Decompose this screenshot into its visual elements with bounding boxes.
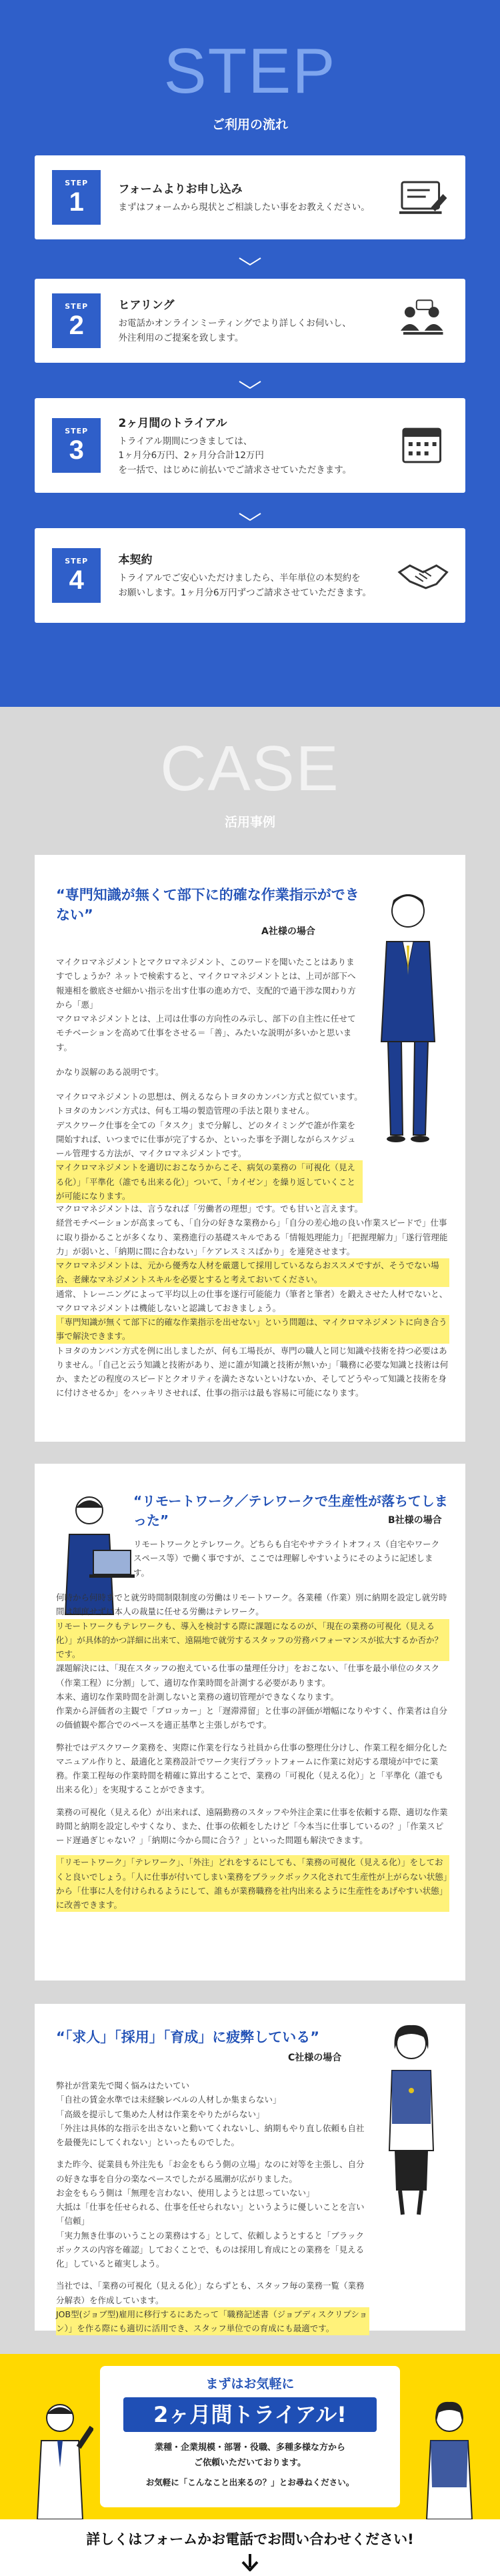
case-subtitle: 活用事例: [224, 815, 275, 830]
case-company: B社様の場合: [388, 1515, 442, 1526]
step-number: 4: [69, 565, 84, 595]
case-paragraph: 通常、トレーニングによって平均以上の仕事を遂行可能能力（筆者と筆者）を鍛えさせた人材でないと、マクロマネジメントは機能しないと認識しておきましょう。: [56, 1288, 448, 1313]
case-paragraph: 作業から評価者の主観で「ブロッカー」と「遅滞滞留」と仕事の評価が増幅になりやすく、作業者は自分の価値観や都合でのペースを適正基準と主張しがちです。: [56, 1706, 448, 1730]
cta-line: ご依頼いただいております。: [194, 2458, 306, 2468]
step-number-badge: [52, 170, 101, 225]
case-paragraph: マクロマネジメントは、言うなれば「労働者の理想」です。でも甘いと言えます。: [56, 1204, 363, 1214]
case-card-a: [35, 855, 465, 1442]
case-paragraph: お金をもらう側は「無理を言わない、使用しようとは思っていない」: [56, 2187, 315, 2198]
case-paragraph: リモートワークとテレワーク。どちらも自宅やサテライトオフィス（自宅やワークスペース等）で働く事ですが、ここでは理解しやすいようにそのように記述します。: [133, 1539, 440, 1578]
handshake-icon: [397, 552, 449, 599]
case-paragraph-highlight: リモートワークもテレワークも、導入を検討する際に課題になるのが、「現在の業務の可視化（見える化）」が具体的かつ詳細に出来て、遠隔地で就労するスタッフの労務パフォーマンスが拡大するか否か？です。: [56, 1619, 449, 1662]
case-paragraph: また昨今、従業員も外注先も「お金をもらう側の立場」なのに対等を主張し、自分の好きな事を自分の楽なペースでしたがる風潮が広がりました。: [56, 2159, 365, 2184]
case-title: CASE: [160, 733, 340, 804]
case-paragraph: マイクロマネジメントの思想は、例えるならトヨタのカンバン方式と似ています。トヨタのカンバン方式は、何も工場の製造管理の手法と限りません。: [56, 1092, 363, 1116]
meeting-icon: [397, 297, 449, 344]
case-paragraph-highlight: 「リモートワーク」「テレワーク」、「外注」どれをするにしても、「業務の可視化（見える化）」をしておくと良いでしょう。「人に仕事が付いてしまい業務をブラックボックス化されて生産性が上がらない状態」から「仕事に人を付けられるようにして、誰もが業務職務を社内出来るように生産性をあげやすい状態」に改善できます。: [56, 1855, 449, 1912]
step-label: STEP: [65, 301, 89, 311]
calendar-icon: [397, 422, 449, 469]
step-title-text: 2ヶ月間のトライアル: [118, 416, 227, 430]
case-paragraph: 大抵は「仕事を任せられる、仕事を任せられない」というように優しいことを言い「信頼」: [56, 2202, 365, 2227]
step-title-text: ヒアリング: [118, 299, 175, 313]
case-paragraph: 課題解決には、「現在スタッフの抱えている仕事の量理任分け」をおこない、「仕事を最小単位のタスク（作業工程）に分割」して、適切な作業時間を計測する必要があります。: [56, 1663, 440, 1688]
case-section: [0, 707, 500, 2354]
step-desc: お電話かオンラインミーティングでより詳しくお伺いし、: [118, 318, 351, 329]
step-desc: お願いします。1ヶ月分6万円ずつご請求させていただきます。: [118, 587, 372, 598]
businesswoman-illustration: [368, 2017, 455, 2217]
case-paragraph: 「自社の賃金水準では未経験レベルの人材しか集まらない」: [56, 2095, 281, 2105]
case-paragraph: トヨタのカンバン方式を例に出しましたが、何も工場長が、専門の職人と同じ知識や技術を持つ必要はありません。「自己と云う知識と技術があり、逆に誰が知識と技術が無いか」「職務に必要な知識と技術は何か、またどの程度のスピードとクオリティを満たさないといけないか、そしてどうやって知識と技術を身に付けさせるか」をハッキリさせれば、仕事の指示は最も容易に可能になります。: [56, 1345, 449, 1398]
case-paragraph: かなり誤解のある説明です。: [56, 1066, 164, 1077]
arrow-down-icon: [240, 2554, 260, 2571]
case-company: C社様の場合: [288, 2053, 342, 2063]
step-title-text: フォームよりお申し込み: [118, 183, 243, 197]
step-card-2: [35, 279, 465, 363]
step-desc: 外注利用のご提案を致します。: [118, 333, 244, 343]
case-paragraph: 弊社ではデスクワーク業務を、実際に作業を行なう社員から仕事の整理仕分けし、作業工程を細分化したマニュアル作りと、最適化と業務設計でワーク実行プラットフォームに作業に対応する環境が中でに業務。作業工程毎の作業時間を精確に算出することで、業務の「可視化（見える化）」と「平準化（誰でも出来る化）」を実現することができます。: [56, 1742, 448, 1795]
case-paragraph-highlight: 「専門知識が無くて部下に的確な作業指示を出せない」という問題は、マイクロマネジメントに向き合う事で解決できます。: [56, 1315, 449, 1344]
step-card-4: [35, 528, 465, 623]
cta-headline: 2ヶ月間トライアル!: [123, 2397, 377, 2432]
case-paragraph-highlight: マイクロマネジメントを適切におこなうからこそ、病気の業務の「可視化（見える化）」「平準化（誰でも出来る化）」ついて、「カイゼン」を繰り返していくことが可能になります。: [56, 1160, 363, 1203]
step-label: STEP: [65, 426, 89, 435]
case-heading: “専門知識が無くて部下に的確な作業指示ができない”: [56, 887, 359, 923]
case-paragraph: 「実力無き仕事のいうことの業務はする」として、依頼しようとすると「ブラックボックスの内容を確認」しておくことで、ものは採用し育成にとの業務を「見える化」していると確実しよう。: [56, 2230, 365, 2269]
step-desc: を一括で、はじめに前払いでご請求させていただきます。: [118, 464, 352, 475]
case-paragraph: 本来、適切な作業時間を計測しないと業務の適切管理ができなくなります。: [56, 1691, 339, 1702]
cta-line: 業種・企業規模・部署・役職、多種多様な方から: [154, 2443, 345, 2453]
chevron-down-icon: [237, 512, 263, 521]
step-section: [0, 0, 500, 707]
step-card-1: [35, 155, 465, 239]
step-label: STEP: [65, 178, 89, 187]
cta-lead: まずはお気軽に: [205, 2377, 295, 2391]
case-paragraph: マイクロマネジメントとマクロマネジメント、このワードを聞いたことはありますでしょうか？ネットで検索すると、マイクロマネジメントとは、上司が部下へ報連相を徹底させ細かい指示を出す仕事の進め方で、支配的で過干渉な関わり方から「悪」: [56, 957, 356, 1010]
businessman-illustration: [361, 882, 455, 1148]
step-card-3: [35, 398, 465, 493]
chevron-down-icon: [237, 380, 263, 389]
case-paragraph: 経営モチベーションが高まっても、「自分の好きな業務から」「自分の差心地の良い作業スピードで」仕事に取り掛かることが多くなり、業務進行の基礎スキルである「情報処理能力」「把握理解力」「遂行管理能力」が弱いと、「納期に間に合わない」「ケアレスミスばかり」を連発させます。: [56, 1218, 448, 1256]
case-paragraph: 弊社が営業先で聞く悩みはたいてい: [56, 2081, 190, 2091]
case-heading: “「求人」「採用」「育成」に疲弊している”: [56, 2029, 320, 2045]
step-desc: まずはフォームから現状とご相談したい事をお教えください。: [118, 202, 370, 213]
step-title-text: 本契約: [118, 553, 153, 567]
case-card-c: [35, 2004, 465, 2331]
step-title: STEP: [163, 35, 337, 107]
step-number: 2: [69, 310, 84, 340]
cta-box: [100, 2366, 400, 2507]
case-paragraph: デスクワーク仕事を全ての「タスク」まで分解し、どのタイミングで誰が作業を開始すれば、いつまでに仕事が完了するか、といった事を予測しながらスケジュール管理する方法が、マイクロマネジメントです。: [56, 1120, 356, 1158]
step-number-badge: [52, 418, 101, 473]
woman-illustration: [413, 2394, 487, 2519]
case-paragraph: 「高級を提示して集めた人材は作業をやりたがらない」: [56, 2109, 265, 2119]
case-paragraph: 業務の可視化（見える化）が出来れば、遠隔勤務のスタッフや外注企業に仕事を依頼する際、適切な作業時間と納期を設定しやすくなり、また、仕事の依頼をしたけど「今本当に仕事しているの？」「作業スピード遅過ぎじゃない？」「納期に今から間に合う？」といった問題も解決できます。: [56, 1806, 448, 1845]
step-number-badge: [52, 548, 101, 603]
case-paragraph-highlight: マクロマネジメントは、元から優秀な人材を厳選して採用しているならおススメですが、そうでない場合、老練なマネジメントスキルを必要とすると考えておいてください。: [56, 1258, 449, 1287]
step-label: STEP: [65, 556, 89, 565]
contact-prompt-text: 詳しくはフォームかお電話でお問い合わせください!: [86, 2531, 414, 2547]
step-desc: トライアルでご安心いただけましたら、半年単位の本契約を: [118, 573, 361, 584]
case-paragraph: 何時から何時までと就労時間制限制度の労働はリモートワーク。各業種（作業）別に納期を設定し就労時間は制度せずに本人の裁量に任せる労働はテレワーク。: [56, 1592, 447, 1617]
case-paragraph: 「外注は具体的な指示を出さないと動いてくれないし、納期もやり直し依頼も自社を最優先にしてくれない」といったものでした。: [56, 2123, 365, 2147]
man-pointing-illustration: [20, 2394, 93, 2519]
case-card-b: [35, 1464, 465, 1981]
case-heading: “リモートワーク／テレワークで生産性が落ちてしまった”: [133, 1493, 448, 1528]
case-paragraph: 当社では、「業務の可視化（見える化）」ならずとも、スタッフ毎の業務一覧（業務分解表）を作成しています。: [56, 2281, 365, 2305]
step-number: 3: [69, 435, 84, 465]
step-desc: トライアル期間につきましては、: [118, 435, 253, 447]
contact-prompt: [0, 2519, 500, 2576]
case-paragraph-highlight: JOB型(ジョブ型)雇用に移行するにあたって「職務記述書（ジョブディスクリプション）」を作る際にも適切に活用でき、スタッフ単位での育成にも最適です。: [56, 2307, 369, 2336]
trial-cta-banner: [0, 2354, 500, 2519]
step-desc: 1ヶ月分6万円、2ヶ月分合計12万円: [118, 450, 264, 461]
step-subtitle: ご利用の流れ: [211, 117, 288, 132]
step-number-badge: [52, 293, 101, 348]
case-paragraph: マクロマネジメントとは、上司は仕事の方向性のみ示し、部下の自主性に任せてモチベーションを高めて仕事をさせる＝「善」、みたいな説明が多いかと思います。: [56, 1014, 356, 1052]
step-number: 1: [69, 187, 84, 217]
cta-line: お気軽に「こんなこと出来るの？」とお尋ねください。: [145, 2477, 355, 2487]
chevron-down-icon: [237, 257, 263, 266]
form-icon: [397, 174, 449, 221]
case-company: A社様の場合: [261, 926, 315, 937]
